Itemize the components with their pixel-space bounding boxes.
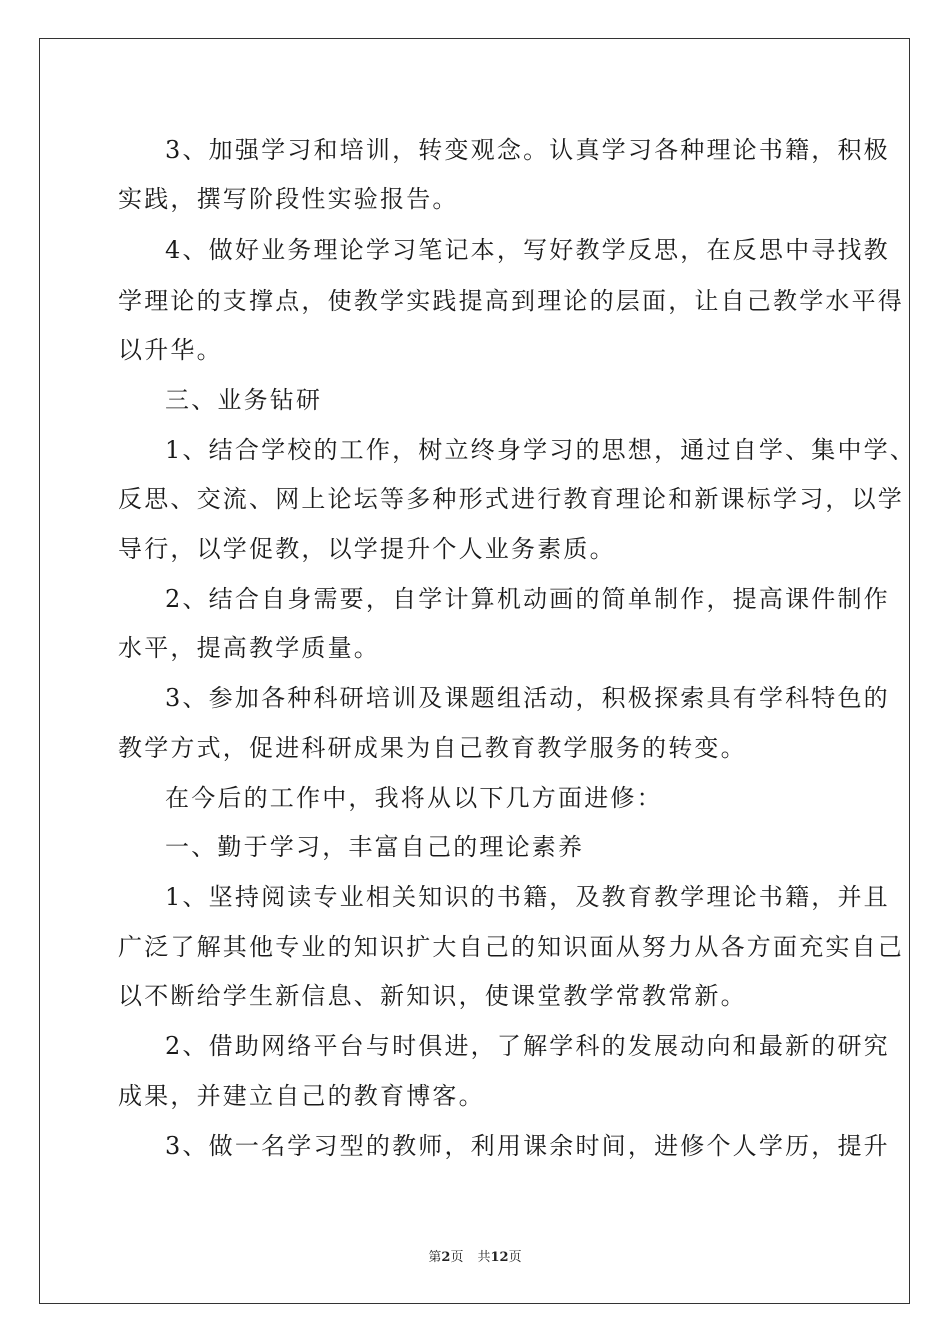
text-line: 广泛了解其他专业的知识扩大自己的知识面从努力从各方面充实自己	[118, 933, 904, 961]
text-line: 以不断给学生新信息、新知识，使课堂教学常教常新。	[118, 982, 747, 1010]
total-prefix: 共	[477, 1250, 491, 1265]
text-line: 水平，提高教学质量。	[118, 634, 380, 662]
page-prefix: 第	[428, 1250, 442, 1265]
text-line: 在今后的工作中，我将从以下几方面进修：	[165, 784, 663, 812]
total-pages: 12	[490, 1250, 509, 1265]
page-number: 2	[441, 1250, 451, 1265]
text-line: 教学方式，促进科研成果为自己教育教学服务的转变。	[118, 734, 747, 762]
text-line: 2、结合自身需要，自学计算机动画的简单制作，提高课件制作	[165, 585, 890, 613]
text-line: 1、结合学校的工作，树立终身学习的思想，通过自学、集中学、	[165, 436, 917, 464]
text-line: 导行，以学促教，以学提升个人业务素质。	[118, 535, 616, 563]
text-line: 3、做一名学习型的教师，利用课余时间，进修个人学历，提升	[165, 1132, 890, 1160]
text-line: 实践，撰写阶段性实验报告。	[118, 185, 459, 213]
total-suffix: 页	[508, 1250, 522, 1265]
page-footer	[0, 1246, 950, 1265]
text-line: 以升华。	[118, 336, 223, 364]
section-heading: 三、业务钻研	[165, 386, 323, 414]
section-heading: 一、勤于学习，丰富自己的理论素养	[165, 833, 585, 861]
text-line: 4、做好业务理论学习笔记本，写好教学反思，在反思中寻找教	[165, 236, 890, 264]
text-line: 学理论的支撑点，使教学实践提高到理论的层面，让自己教学水平得	[118, 287, 904, 315]
text-line: 2、借助网络平台与时俱进，了解学科的发展动向和最新的研究	[165, 1032, 890, 1060]
text-line: 成果，并建立自己的教育博客。	[118, 1082, 485, 1110]
page-border	[39, 38, 910, 1304]
page-suffix: 页	[450, 1250, 464, 1265]
text-line: 3、参加各种科研培训及课题组活动，积极探索具有学科特色的	[165, 684, 890, 712]
text-line: 3、加强学习和培训，转变观念。认真学习各种理论书籍，积极	[165, 136, 890, 164]
text-line: 反思、交流、网上论坛等多种形式进行教育理论和新课标学习，以学	[118, 485, 904, 513]
text-line: 1、坚持阅读专业相关知识的书籍，及教育教学理论书籍，并且	[165, 883, 890, 911]
